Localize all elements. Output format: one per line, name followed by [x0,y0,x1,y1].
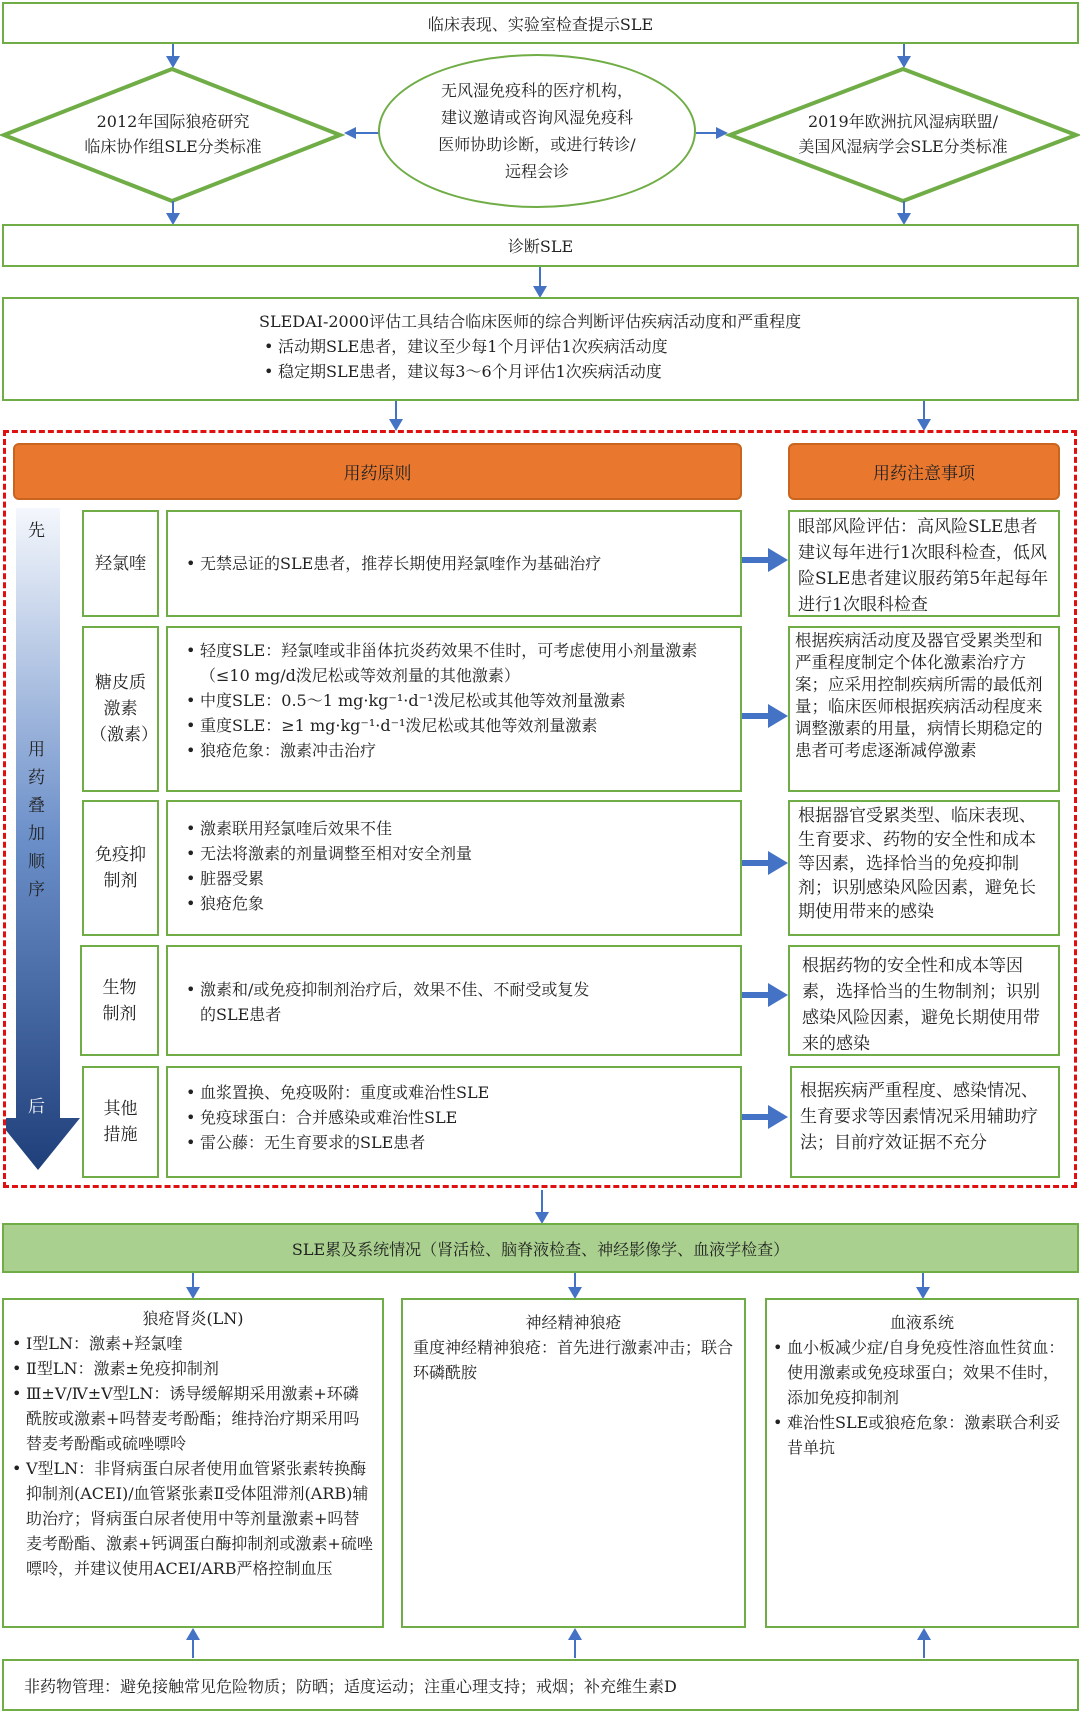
system-item: • Ⅰ型LN：激素+羟氯喹 [12,1331,374,1356]
involvement-bar [2,1223,1079,1273]
row-note: 根据药物的安全性和成本等因素，选择恰当的生物制剂；识别感染风险因素，避免长期使用带来的感染 [788,945,1060,1056]
row-item: • 脏器受累 [186,866,728,891]
row-item: • 狼疮危象：激素冲击治疗 [186,738,728,763]
row-item: • 轻度SLE：羟氯喹或非甾体抗炎药效果不佳时，可考虑使用小剂量激素（≤10 mg/d泼尼松或等效剂量的其他激素） [186,638,728,688]
row-item: • 无禁忌证的SLE患者，推荐长期使用羟氯喹作为基础治疗 [186,551,601,576]
neuropsychiatric-box [401,1298,746,1628]
involvement-text: SLE累及系统情况（肾活检、脑脊液检查、神经影像学、血液学检查） [291,1239,790,1259]
order-first-label: 先 [28,521,45,541]
row-note: 根据器官受累类型、临床表现、生育要求、药物的安全性和成本等因素，选择恰当的免疫抑制剂；识别感染风险因素，避免长期使用带来的感染 [788,800,1060,936]
arrow-up [192,1630,194,1658]
arrow-right-icon [768,548,788,572]
row-item: • 血浆置换、免疫吸附：重度或难治性SLE [186,1080,728,1105]
row-label-text: 其他措施 [103,1099,138,1145]
left-diamond-text [60,104,286,164]
arrow-down [903,201,905,223]
system-item: • Ⅱ型LN：激素±免疫抑制剂 [12,1356,374,1381]
line: 远程会诊 [504,162,569,181]
order-label: 用药叠加顺序 [28,740,45,900]
row-label [82,800,159,936]
line: 建议邀请或咨询风湿免疫科 [440,108,633,127]
arrow-down [922,1273,924,1297]
line: 2012年国际狼疮研究 [96,112,250,131]
row-item: • 激素和/或免疫抑制剂治疗后，效果不佳、不耐受或复发的SLE患者 [186,977,600,1027]
non-pharmacological-box [2,1659,1079,1711]
row-content [166,800,742,936]
notes-header [788,443,1060,500]
row-item: • 重度SLE：≥1 mg·kg⁻¹·d⁻¹泼尼松或其他等效剂量激素 [186,713,728,738]
line: 医师协助诊断，或进行转诊/ [438,135,636,154]
row-label [82,510,159,617]
arrow-right-icon [742,860,770,866]
row-content [166,1066,742,1178]
arrow-right-icon [768,983,788,1007]
arrow-right-icon [768,1105,788,1129]
arrow-down [172,201,174,223]
row-label-text: 生物制剂 [102,977,137,1024]
assessment-item: • 活动期SLE患者，建议至少每1个月评估1次疾病活动度 [264,334,1077,359]
system-title: 神经精神狼疮 [525,1313,622,1332]
arrow-down [923,401,925,429]
arrow-right-icon [768,851,788,875]
arrow-up [574,1630,576,1658]
row-item: • 无法将激素的剂量调整至相对安全剂量 [186,841,728,866]
row-label [80,945,159,1056]
arrow-right-icon [742,557,770,563]
assessment-item: • 稳定期SLE患者，建议每3～6个月评估1次疾病活动度 [264,359,1077,384]
principle-header-text: 用药原则 [343,464,412,484]
row-content [166,626,742,792]
system-item: • Ⅲ±Ⅴ/Ⅳ±Ⅴ型LN：诱导缓解期采用激素+环磷酰胺或激素+吗替麦考酚酯；维持治疗期采用吗替麦考酚酯或硫唑嘌呤 [12,1381,374,1456]
line: 无风湿免疫科的医疗机构， [440,81,633,100]
assessment-box [2,297,1079,401]
arrow-down [903,44,905,66]
arrow-up [923,1630,925,1658]
system-item: • 难治性SLE或狼疮危象：激素联合利妥昔单抗 [773,1410,1071,1460]
referral-circle [378,54,696,208]
system-title: 狼疮肾炎(LN) [142,1309,244,1328]
arrow-right-icon [742,992,770,998]
arrow-right-icon [742,713,770,719]
row-item: • 激素联用羟氯喹后效果不佳 [186,816,728,841]
row-item: • 中度SLE：0.5～1 mg·kg⁻¹·d⁻¹泼尼松或其他等效剂量激素 [186,688,728,713]
row-item: • 雷公藤：无生育要求的SLE患者 [186,1130,728,1155]
line: 美国风湿病学会SLE分类标准 [798,137,1008,156]
system-text: 重度神经精神狼疮：首先进行激素冲击；联合环磷酰胺 [413,1338,734,1382]
system-item: • 血小板减少症/自身免疫性溶血性贫血：使用激素或免疫球蛋白；效果不佳时，添加免疫抑制剂 [773,1335,1071,1410]
clinical-presentation-box [2,2,1079,44]
arrow-right-icon [768,704,788,728]
arrow-down [574,1273,576,1297]
row-note: 根据疾病活动度及器官受累类型和严重程度制定个体化激素治疗方案；应采用控制疾病所需的最低剂量；临床医师根据疾病活动程度来调整激素的用量，病情长期稳定的患者可考虑逐渐减停激素 [788,626,1060,792]
diagnose-box [2,224,1079,267]
lupus-nephritis-box [2,1298,384,1628]
row-item: • 免疫球蛋白：合并感染或难治性SLE [186,1105,728,1130]
arrow-down [395,401,397,429]
order-last-label: 后 [28,1097,45,1117]
diagnose-text: 诊断SLE [507,237,574,256]
arrow-down [539,267,541,296]
arrow-down [172,44,174,66]
right-diamond-text [770,104,1036,164]
arrow-down [192,1273,194,1297]
arrow-right [716,127,728,139]
row-label [82,626,159,792]
arrow-left [344,127,356,139]
system-item: • Ⅴ型LN：非肾病蛋白尿者使用血管紧张素转换酶抑制剂(ACEI)/血管紧张素Ⅱ受体阻滞剂(ARB)辅助治疗；肾病蛋白尿者使用中等剂量激素+吗替麦考酚酯、激素+钙调蛋白酶抑制剂或激素+硫唑嘌呤，并建议使用ACEI/ARB严格控制血压 [12,1456,374,1581]
row-note: 眼部风险评估：高风险SLE患者建议每年进行1次眼科检查，低风险SLE患者建议服药第5年起每年进行1次眼科检查 [788,510,1060,617]
notes-header-text: 用药注意事项 [873,464,975,484]
system-title: 血液系统 [889,1313,954,1332]
hematologic-box [765,1298,1079,1628]
arrow-right-icon [742,1114,770,1120]
line: 2019年欧洲抗风湿病联盟/ [807,112,999,131]
order-gradient-arrow [6,508,86,1170]
arrow-down [541,1190,543,1222]
assessment-title: SLEDAI-2000评估工具结合临床医师的综合判断评估疾病活动度和严重程度 [259,312,802,331]
row-item: • 狼疮危象 [186,891,728,916]
row-label-text: 羟氯喹 [95,553,146,574]
row-label-text: 糖皮质激素（激素） [90,673,158,745]
row-note: 根据疾病严重程度、感染情况、生育要求等因素情况采用辅助疗法；目前疗效证据不充分 [790,1066,1060,1178]
principle-header [13,443,742,500]
row-label-text: 免疫抑制剂 [95,845,146,891]
line: 临床协作组SLE分类标准 [84,137,262,156]
row-content [166,945,742,1056]
row-content [166,510,742,617]
note-arrows [742,510,788,1178]
row-label [82,1066,159,1178]
clinical-presentation-text: 临床表现、实验室检查提示SLE [427,14,654,34]
non-pharmacological-text: 非药物管理：避免接触常见危险物质；防晒；适度运动；注重心理支持；戒烟；补充维生素D [24,1676,677,1696]
